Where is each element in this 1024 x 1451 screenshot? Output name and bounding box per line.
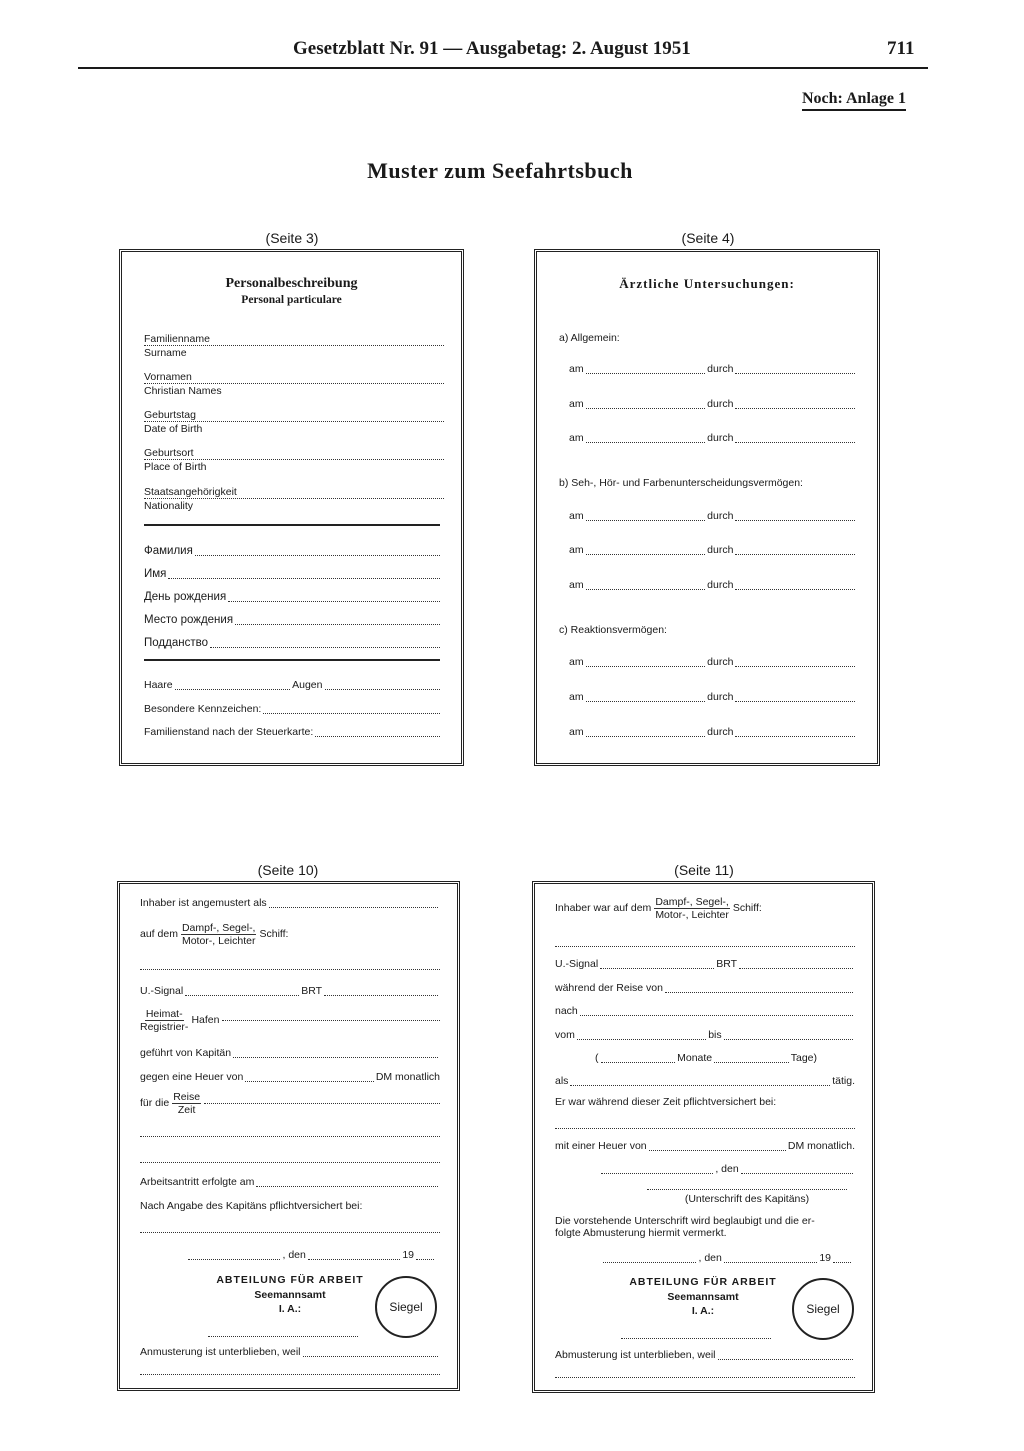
- document-title: Muster zum Seefahrtsbuch: [367, 158, 633, 183]
- label-den: , den: [715, 1163, 739, 1175]
- ru-field-citizenship[interactable]: [144, 637, 442, 650]
- section-divider: [144, 524, 440, 526]
- p11-row-monate-tage[interactable]: [595, 1053, 817, 1065]
- p11-row-ship[interactable]: [555, 896, 855, 921]
- dotted-line: [140, 1374, 440, 1375]
- p10-row-usignal[interactable]: [140, 986, 440, 998]
- label-kennzeichen: Besondere Kennzeichen:: [144, 703, 262, 715]
- ru-label-birthday: День рождения: [144, 591, 227, 603]
- label-familienstand: Familienstand nach der Steuerkarte:: [144, 726, 314, 738]
- label-durch: durch: [707, 579, 734, 591]
- label-durch: durch: [707, 510, 734, 522]
- label-date-of-birth: Date of Birth: [144, 422, 203, 435]
- label-durch: durch: [707, 398, 734, 410]
- p11-row-reise-von[interactable]: [555, 983, 855, 995]
- label-durch: durch: [707, 691, 734, 703]
- label-durch: durch: [707, 656, 734, 668]
- label-reise: Reise: [173, 1091, 201, 1103]
- label-paren-open: (: [595, 1052, 599, 1064]
- label-vom: vom: [555, 1029, 575, 1041]
- label-am: am: [569, 579, 584, 591]
- label-christian-names: Christian Names: [144, 384, 222, 397]
- field-hair-eyes[interactable]: [144, 680, 442, 692]
- label-19: 19: [819, 1252, 832, 1264]
- p10-row-arbeitsantritt[interactable]: [140, 1177, 440, 1189]
- seite-4-label: (Seite 4): [681, 230, 735, 246]
- label-als: als: [555, 1075, 569, 1087]
- ru-field-surname[interactable]: [144, 545, 442, 558]
- label-durch: durch: [707, 432, 734, 444]
- dotted-line: [140, 1232, 440, 1233]
- p10-row-date[interactable]: [186, 1250, 436, 1262]
- exam-row-c3[interactable]: [569, 727, 857, 739]
- label-familienname: Familienname: [144, 333, 210, 345]
- dotted-line: [555, 1128, 855, 1129]
- label-schiff: Schiff:: [259, 927, 289, 940]
- label-place-of-birth: Place of Birth: [144, 460, 207, 473]
- seal-circle: [792, 1278, 854, 1340]
- label-ship-bottom: Motor-, Leichter: [181, 935, 256, 948]
- exam-row-b1[interactable]: [569, 511, 857, 523]
- label-u-signal: U.-Signal: [140, 985, 184, 997]
- field-nationality[interactable]: [144, 487, 444, 512]
- label-siegel: Siegel: [806, 1302, 840, 1316]
- p11-row-abmusterung[interactable]: [555, 1350, 855, 1362]
- label-haare: Haare: [144, 679, 173, 691]
- label-auf-dem: auf dem: [140, 927, 178, 940]
- label-am: am: [569, 363, 584, 375]
- label-geburtsort: Geburtsort: [144, 447, 194, 459]
- label-u-signal: U.-Signal: [555, 958, 599, 970]
- label-reise-von: während der Reise von: [555, 982, 663, 994]
- label-beglaubigt: Die vorstehende Unterschrift wird beglaubigt und die er-: [555, 1215, 815, 1227]
- p11-row-date-captain[interactable]: [599, 1164, 855, 1176]
- label-am: am: [569, 691, 584, 703]
- label-fuer-die: für die: [140, 1096, 170, 1109]
- label-hafen: Hafen: [191, 1013, 220, 1026]
- form-page-3: [119, 249, 464, 766]
- p10-row-inhaber[interactable]: [140, 898, 440, 910]
- ru-label-citizenship: Подданство: [144, 637, 208, 649]
- label-durch: durch: [707, 544, 734, 556]
- label-heuer: mit einer Heuer von: [555, 1140, 647, 1152]
- p11-row-als[interactable]: [555, 1076, 855, 1088]
- dotted-line: [555, 946, 855, 947]
- ru-label-familiya: Фамилия: [144, 545, 193, 557]
- label-vornamen: Vornamen: [144, 371, 192, 383]
- p10-row-kapitaen[interactable]: [140, 1048, 440, 1060]
- label-nationality: Nationality: [144, 499, 194, 512]
- exam-row-b2[interactable]: [569, 545, 857, 557]
- label-dm-monatlich: DM monatlich: [375, 1071, 440, 1083]
- p11-row-nach[interactable]: [555, 1006, 855, 1018]
- label-seemannsamt: Seemannsamt: [254, 1289, 326, 1301]
- p10-row-hafen[interactable]: [140, 1008, 440, 1033]
- p11-row-usignal[interactable]: [555, 959, 855, 971]
- section-reaction: c) Reaktionsvermögen:: [559, 624, 667, 636]
- medical-title: Ärztliche Untersuchungen:: [619, 276, 795, 291]
- label-am: am: [569, 398, 584, 410]
- seite-10-label: (Seite 10): [257, 862, 319, 878]
- label-surname: Surname: [144, 346, 187, 359]
- label-tage: Tage): [790, 1052, 818, 1064]
- label-geburtstag: Geburtstag: [144, 409, 196, 421]
- exam-row-c1[interactable]: [569, 657, 857, 669]
- label-ia: I. A.:: [278, 1303, 302, 1315]
- captain-signature-line: [647, 1189, 847, 1190]
- label-registrier: Registrier-: [140, 1021, 189, 1034]
- section-divider: [144, 659, 440, 661]
- field-place-of-birth[interactable]: [144, 448, 444, 473]
- field-familienstand[interactable]: [144, 727, 442, 739]
- ru-field-name[interactable]: [144, 568, 442, 581]
- label-arbeitsantritt: Arbeitsantritt erfolgte am: [140, 1176, 255, 1188]
- form-page-4: [534, 249, 880, 766]
- label-den: , den: [282, 1249, 306, 1261]
- seal-circle: [375, 1276, 437, 1338]
- p10-row-anmusterung[interactable]: [140, 1347, 440, 1359]
- label-den: , den: [698, 1252, 722, 1264]
- form-page-10: [117, 881, 460, 1391]
- label-heuer: gegen eine Heuer von: [140, 1071, 244, 1083]
- label-ship-top: Dampf-, Segel-,: [181, 922, 256, 934]
- label-am: am: [569, 510, 584, 522]
- signature-line: [208, 1336, 358, 1337]
- field-surname[interactable]: [144, 334, 444, 359]
- section-general: a) Allgemein:: [559, 332, 620, 344]
- label-nach: nach: [555, 1005, 578, 1017]
- label-versichert: Er war während dieser Zeit pflichtversichert bei:: [555, 1096, 777, 1108]
- dotted-line: [140, 1136, 440, 1137]
- p10-row-reise[interactable]: [140, 1091, 440, 1116]
- ru-label-imya: Имя: [144, 568, 167, 580]
- label-abmusterung: Abmusterung ist unterblieben, weil: [555, 1349, 716, 1361]
- personal-title: Personalbeschreibung: [225, 276, 358, 291]
- label-am: am: [569, 544, 584, 556]
- annex-label: Noch: Anlage 1: [802, 90, 906, 111]
- exam-row-a1[interactable]: [569, 364, 857, 376]
- label-bis: bis: [708, 1029, 722, 1041]
- signature-line: [621, 1338, 771, 1339]
- label-ship-bottom: Motor-, Leichter: [655, 909, 729, 922]
- header-rule: [78, 67, 928, 69]
- label-nach-angabe: Nach Angabe des Kapitäns pflichtversichert bei:: [140, 1200, 363, 1212]
- p11-row-heuer[interactable]: [555, 1141, 855, 1153]
- dotted-line: [555, 1377, 855, 1378]
- label-durch: durch: [707, 363, 734, 375]
- label-brt: BRT: [301, 985, 322, 997]
- label-seemannsamt: Seemannsamt: [667, 1291, 739, 1303]
- page-number: 711: [887, 38, 915, 59]
- field-christian-names[interactable]: [144, 372, 444, 397]
- gazette-header-title: Gesetzblatt Nr. 91 — Ausgabetag: 2. August 1951: [293, 38, 691, 59]
- field-kennzeichen[interactable]: [144, 704, 442, 716]
- p10-row-ship[interactable]: [140, 922, 440, 947]
- p11-row-date[interactable]: [601, 1253, 853, 1265]
- label-abteilung: ABTEILUNG FÜR ARBEIT: [216, 1274, 364, 1286]
- p11-row-vom-bis[interactable]: [555, 1030, 855, 1042]
- personal-subtitle: Personal particulare: [241, 294, 342, 306]
- label-kapitaen: geführt von Kapitän: [140, 1047, 232, 1059]
- label-taetig: tätig.: [832, 1075, 855, 1087]
- dotted-line: [140, 969, 440, 970]
- label-unterschrift: (Unterschrift des Kapitäns): [684, 1193, 810, 1205]
- label-staatsangehoerigkeit: Staatsangehörigkeit: [144, 486, 237, 498]
- section-vision-hearing: b) Seh-, Hör- und Farbenunterscheidungsvermögen:: [559, 477, 803, 489]
- seite-11-label: (Seite 11): [674, 862, 734, 878]
- exam-row-c2[interactable]: [569, 692, 857, 704]
- label-ship-top: Dampf-, Segel-,: [655, 896, 729, 908]
- label-monate: Monate: [677, 1052, 713, 1064]
- label-inhaber-war: Inhaber war auf dem: [555, 901, 652, 914]
- label-inhaber: Inhaber ist angemustert als: [140, 897, 267, 909]
- label-zeit: Zeit: [177, 1104, 196, 1117]
- label-dm-monatlich: DM monatlich.: [787, 1140, 855, 1152]
- label-anmusterung: Anmusterung ist unterblieben, weil: [140, 1346, 301, 1358]
- ru-field-birthplace[interactable]: [144, 614, 442, 627]
- exam-row-b3[interactable]: [569, 580, 857, 592]
- label-siegel: Siegel: [389, 1300, 423, 1314]
- form-page-11: [532, 881, 875, 1393]
- seite-3-label: (Seite 3): [265, 230, 319, 246]
- p10-row-heuer[interactable]: [140, 1072, 440, 1084]
- label-beglaubigt-2: folgte Abmusterung hiermit vermerkt.: [555, 1227, 727, 1239]
- ru-label-birthplace: Место рождения: [144, 614, 234, 626]
- field-date-of-birth[interactable]: [144, 410, 444, 435]
- label-am: am: [569, 656, 584, 668]
- label-durch: durch: [707, 726, 734, 738]
- label-19: 19: [402, 1249, 415, 1261]
- label-abteilung: ABTEILUNG FÜR ARBEIT: [629, 1276, 777, 1288]
- label-schiff: Schiff:: [732, 901, 762, 914]
- label-augen: Augen: [292, 679, 323, 691]
- exam-row-a3[interactable]: [569, 433, 857, 445]
- label-ia: I. A.:: [691, 1305, 715, 1317]
- label-am: am: [569, 432, 584, 444]
- exam-row-a2[interactable]: [569, 399, 857, 411]
- label-brt: BRT: [716, 958, 737, 970]
- ru-field-birthday[interactable]: [144, 591, 442, 604]
- label-heimat: Heimat-: [145, 1008, 183, 1020]
- dotted-line: [140, 1162, 440, 1163]
- label-am: am: [569, 726, 584, 738]
